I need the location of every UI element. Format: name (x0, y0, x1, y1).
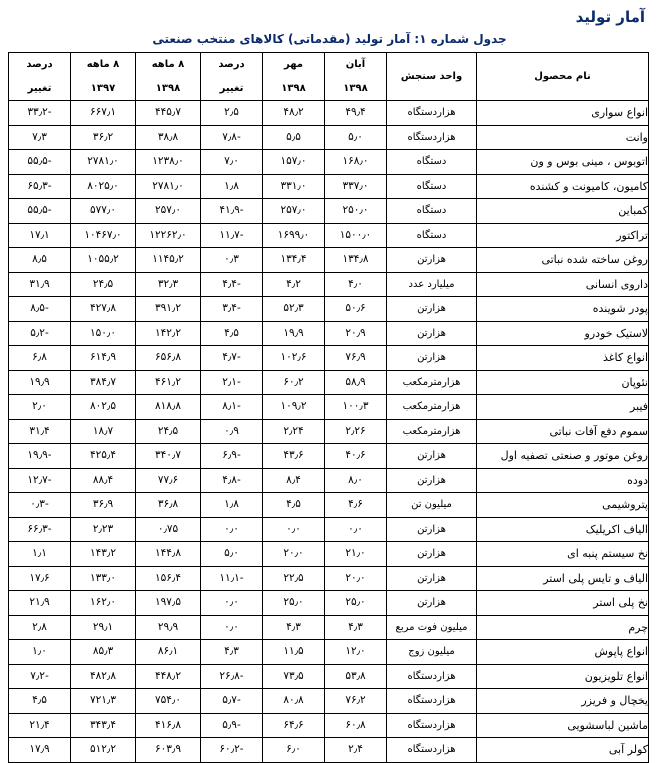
cell-m8_97: ۱۵۰٫۰ (71, 321, 136, 346)
cell-unit: هزارمترمکعب (387, 395, 477, 420)
cell-mehr98: ۷۳٫۵ (263, 664, 325, 689)
cell-m8_97: ۸۸٫۴ (71, 468, 136, 493)
cell-m8_98: ۶۰۳٫۹ (136, 738, 201, 763)
table-row (9, 738, 649, 763)
cell-m8_97: ۱۳۳٫۰ (71, 566, 136, 591)
table-row (9, 101, 649, 126)
cell-m8_97: ۸۰۲۵٫۰ (71, 174, 136, 199)
cell-product-name: الیاف و تایس پلی استر (477, 566, 649, 591)
cell-product-name: پودر شوینده (477, 297, 649, 322)
cell-mehr98: ۴٫۵ (263, 493, 325, 518)
cell-pct2: -۱۹٫۹ (9, 444, 71, 469)
cell-aban98: ۵٫۰ (325, 125, 387, 150)
cell-pct1: ٠٫٠ (201, 615, 263, 640)
cell-pct2: -۵۵٫۵ (9, 199, 71, 224)
cell-pct2: ۴٫۵ (9, 689, 71, 714)
cell-aban98: ۲۵٫۰ (325, 591, 387, 616)
cell-pct2: ۱۷٫۶ (9, 566, 71, 591)
cell-product-name: نخ پلی استر (477, 591, 649, 616)
cell-pct1: -۳٫۴ (201, 297, 263, 322)
cell-pct2: -۵۵٫۵ (9, 150, 71, 175)
cell-m8_97: ۱۴۳٫۲ (71, 542, 136, 567)
cell-m8_97: ۳۴۳٫۴ (71, 713, 136, 738)
cell-pct2: -۳۳٫۲ (9, 101, 71, 126)
cell-m8_98: ۱۴۲٫۲ (136, 321, 201, 346)
cell-pct1: ۴٫۵ (201, 321, 263, 346)
cell-product-name: داروی انسانی (477, 272, 649, 297)
column-header-aban98: آبان ۱۳۹۸ (325, 53, 387, 101)
cell-m8_98: ۱۲۲۶۲٫۰ (136, 223, 201, 248)
cell-aban98: ۴٫۰ (325, 272, 387, 297)
cell-mehr98: ۲۵٫۰ (263, 591, 325, 616)
table-row (9, 517, 649, 542)
cell-mehr98: ۸۰٫۸ (263, 689, 325, 714)
cell-m8_97: ۱۶۲٫۰ (71, 591, 136, 616)
cell-product-name: وانت (477, 125, 649, 150)
cell-product-name: الیاف اکریلیک (477, 517, 649, 542)
cell-pct2: ۲٫۰ (9, 395, 71, 420)
cell-aban98: ۴۹٫۴ (325, 101, 387, 126)
cell-m8_98: ۰٫۷۵ (136, 517, 201, 542)
column-header-8month-97: ۸ ماهه ۱۳۹۷ (71, 53, 136, 101)
cell-pct2: ۳۱٫۹ (9, 272, 71, 297)
cell-pct2: ۳۱٫۴ (9, 419, 71, 444)
cell-m8_97: ۳۶٫۹ (71, 493, 136, 518)
cell-unit: هزارتن (387, 517, 477, 542)
cell-aban98: ۴٫۶ (325, 493, 387, 518)
cell-unit: هزاردستگاه (387, 689, 477, 714)
cell-aban98: ۲۱٫۰ (325, 542, 387, 567)
cell-pct2: ۱٫۰ (9, 640, 71, 665)
cell-pct2: ۱۷٫۹ (9, 738, 71, 763)
cell-aban98: ۱۵۰۰٫۰ (325, 223, 387, 248)
cell-pct1: -۱۱٫۷ (201, 223, 263, 248)
cell-m8_98: ۲۴٫۵ (136, 419, 201, 444)
cell-m8_97: ۶۶۷٫۱ (71, 101, 136, 126)
table-row (9, 297, 649, 322)
cell-aban98: ۷۶٫۹ (325, 346, 387, 371)
cell-unit: هزارمترمکعب (387, 419, 477, 444)
cell-m8_97: ۴۲۷٫۸ (71, 297, 136, 322)
cell-unit: میلیارد عدد (387, 272, 477, 297)
cell-pct1: -۲٫۱ (201, 370, 263, 395)
table-body (9, 101, 649, 763)
cell-mehr98: ۱۵۷٫۰ (263, 150, 325, 175)
cell-aban98: ۲۰٫۹ (325, 321, 387, 346)
cell-unit: هزارمترمکعب (387, 370, 477, 395)
cell-unit: دستگاه (387, 174, 477, 199)
cell-pct1: -۵٫۹ (201, 713, 263, 738)
column-header-8month-98: ۸ ماهه ۱۳۹۸ (136, 53, 201, 101)
cell-pct1: ۷٫۰ (201, 150, 263, 175)
production-statistics-table (8, 52, 649, 763)
column-header-unit: واحد سنجش (387, 53, 477, 101)
table-row (9, 419, 649, 444)
cell-m8_98: ۲۹٫۹ (136, 615, 201, 640)
cell-mehr98: ۲۲٫۵ (263, 566, 325, 591)
cell-m8_97: ۵۷۷٫۰ (71, 199, 136, 224)
cell-mehr98: ۱۳۴٫۴ (263, 248, 325, 273)
cell-pct1: -۶٫۹ (201, 444, 263, 469)
table-row (9, 321, 649, 346)
cell-m8_98: ۸۶٫۱ (136, 640, 201, 665)
cell-pct1: ۴٫۳ (201, 640, 263, 665)
cell-product-name: نئوپان (477, 370, 649, 395)
cell-pct1: -۲۶٫۸ (201, 664, 263, 689)
cell-pct1: -۴٫۸ (201, 468, 263, 493)
cell-aban98: ۱۳۴٫۸ (325, 248, 387, 273)
cell-mehr98: ۵۲٫۳ (263, 297, 325, 322)
cell-aban98: ۱۶۸٫۰ (325, 150, 387, 175)
cell-product-name: ماشین لباسشویی (477, 713, 649, 738)
cell-unit: هزاردستگاه (387, 125, 477, 150)
table-row (9, 493, 649, 518)
cell-pct2: ۲۱٫۴ (9, 713, 71, 738)
table-row (9, 125, 649, 150)
cell-unit: هزارتن (387, 346, 477, 371)
cell-pct1: -۴۱٫۹ (201, 199, 263, 224)
cell-m8_97: ۳۸۴٫۷ (71, 370, 136, 395)
cell-aban98: ۱۲٫۰ (325, 640, 387, 665)
cell-aban98: ۵۳٫۸ (325, 664, 387, 689)
column-header-percent-change-1: درصد تغییر (201, 53, 263, 101)
column-header-name: نام محصول (477, 53, 649, 101)
cell-m8_97: ۸۵٫۳ (71, 640, 136, 665)
table-row (9, 689, 649, 714)
cell-m8_97: ۴۲۵٫۴ (71, 444, 136, 469)
cell-mehr98: ۶۰٫۲ (263, 370, 325, 395)
cell-aban98: ۴٫۳ (325, 615, 387, 640)
table-row (9, 395, 649, 420)
cell-pct1: -۴٫۷ (201, 346, 263, 371)
cell-m8_98: ۲۵۷٫۰ (136, 199, 201, 224)
cell-unit: میلیون تن (387, 493, 477, 518)
cell-product-name: لاستیک خودرو (477, 321, 649, 346)
cell-product-name: روغن ساخته شده نباتی (477, 248, 649, 273)
cell-m8_97: ۱۸٫۷ (71, 419, 136, 444)
cell-m8_98: ۱۲۳۸٫۰ (136, 150, 201, 175)
column-header-percent-change-2: درصد تغییر (9, 53, 71, 101)
cell-m8_97: ۲۹٫۱ (71, 615, 136, 640)
page-title: آمار تولید (575, 8, 645, 26)
cell-m8_98: ۴۴۸٫۲ (136, 664, 201, 689)
table-row (9, 664, 649, 689)
cell-mehr98: ۱۰۲٫۶ (263, 346, 325, 371)
cell-unit: هزارتن (387, 321, 477, 346)
cell-pct2: ۲۱٫۹ (9, 591, 71, 616)
table-row (9, 468, 649, 493)
cell-m8_98: ۳۶٫۸ (136, 493, 201, 518)
cell-m8_97: ۶۱۴٫۹ (71, 346, 136, 371)
cell-m8_97: ۲٫۲۳ (71, 517, 136, 542)
cell-unit: هزارتن (387, 248, 477, 273)
cell-m8_98: ۲۷۸۱٫۰ (136, 174, 201, 199)
cell-unit: دستگاه (387, 150, 477, 175)
cell-product-name: چرم (477, 615, 649, 640)
cell-pct1: ۲٫۵ (201, 101, 263, 126)
cell-unit: هزارتن (387, 542, 477, 567)
cell-m8_97: ۷۲۱٫۳ (71, 689, 136, 714)
cell-m8_97: ۳۶٫۲ (71, 125, 136, 150)
cell-m8_97: ۱۰۵۵٫۲ (71, 248, 136, 273)
cell-product-name: یخچال و فریزر (477, 689, 649, 714)
cell-pct1: -۴٫۴ (201, 272, 263, 297)
cell-pct1: ۱٫۸ (201, 174, 263, 199)
cell-mehr98: ۲٫۲۴ (263, 419, 325, 444)
cell-pct1: -۶۰٫۲ (201, 738, 263, 763)
cell-pct2: -۵٫۲ (9, 321, 71, 346)
cell-product-name: تراکتور (477, 223, 649, 248)
cell-unit: دستگاه (387, 199, 477, 224)
header-row (9, 53, 649, 101)
table-row (9, 444, 649, 469)
cell-mehr98: ۶٫۰ (263, 738, 325, 763)
cell-mehr98: ۴۸٫۲ (263, 101, 325, 126)
cell-pct2: -۰٫۳ (9, 493, 71, 518)
table-header (9, 53, 649, 101)
cell-mehr98: ۴٫۲ (263, 272, 325, 297)
cell-pct2: ۷٫۳ (9, 125, 71, 150)
cell-product-name: سموم دفع آفات نباتی (477, 419, 649, 444)
table-row (9, 248, 649, 273)
cell-m8_98: ۳۸٫۸ (136, 125, 201, 150)
cell-m8_98: ۴۱۶٫۸ (136, 713, 201, 738)
table-row (9, 640, 649, 665)
cell-pct2: -۶۶٫۳ (9, 517, 71, 542)
table-row (9, 174, 649, 199)
cell-pct2: ۲٫۸ (9, 615, 71, 640)
cell-product-name: فیبر (477, 395, 649, 420)
table-row (9, 370, 649, 395)
cell-m8_98: ۷۷٫۶ (136, 468, 201, 493)
cell-mehr98: ۱۹٫۹ (263, 321, 325, 346)
cell-pct1: ۰٫۳ (201, 248, 263, 273)
cell-mehr98: ۸٫۴ (263, 468, 325, 493)
cell-unit: میلیون فوت مربع (387, 615, 477, 640)
cell-product-name: پتروشیمی (477, 493, 649, 518)
cell-m8_98: ۶۵۶٫۸ (136, 346, 201, 371)
cell-unit: هزاردستگاه (387, 664, 477, 689)
cell-m8_97: ۲۷۸۱٫۰ (71, 150, 136, 175)
cell-aban98: ۲۰٫۰ (325, 566, 387, 591)
cell-pct1: ٠٫٠ (201, 591, 263, 616)
cell-product-name: روغن موتور و صنعتی تصفیه اول (477, 444, 649, 469)
cell-m8_98: ۱۹۷٫۵ (136, 591, 201, 616)
cell-aban98: ۲۵۰٫۰ (325, 199, 387, 224)
cell-pct2: -۷٫۲ (9, 664, 71, 689)
cell-product-name: انواع پاپوش (477, 640, 649, 665)
cell-m8_98: ۴۴۵٫۷ (136, 101, 201, 126)
table-row (9, 615, 649, 640)
cell-aban98: ۱۰۰٫۳ (325, 395, 387, 420)
cell-aban98: ۴۰٫۶ (325, 444, 387, 469)
cell-unit: هزاردستگاه (387, 101, 477, 126)
cell-pct2: -۱۲٫۷ (9, 468, 71, 493)
cell-mehr98: ۱۱٫۵ (263, 640, 325, 665)
cell-pct2: ۸٫۵ (9, 248, 71, 273)
cell-mehr98: ۶۴٫۶ (263, 713, 325, 738)
table-row (9, 713, 649, 738)
table-caption: جدول شماره ۱: آمار تولید (مقدماتی) کالاهای منتخب صنعتی (152, 32, 507, 46)
cell-product-name: کولر آبی (477, 738, 649, 763)
cell-pct1: ۱٫۸ (201, 493, 263, 518)
cell-m8_98: ۳۹۱٫۲ (136, 297, 201, 322)
cell-m8_97: ۲۴٫۵ (71, 272, 136, 297)
cell-m8_97: ۸۰۲٫۵ (71, 395, 136, 420)
cell-aban98: ۳۳۷٫۰ (325, 174, 387, 199)
cell-product-name: انواع تلویزیون (477, 664, 649, 689)
cell-mehr98: ۱۶۹۹٫۰ (263, 223, 325, 248)
cell-product-name: کمباین (477, 199, 649, 224)
table-row (9, 346, 649, 371)
cell-m8_98: ۷۵۴٫۰ (136, 689, 201, 714)
cell-mehr98: ۰٫۰ (263, 517, 325, 542)
cell-m8_98: ۳۴۰٫۷ (136, 444, 201, 469)
cell-m8_98: ۱۵۶٫۴ (136, 566, 201, 591)
cell-aban98: ۵۰٫۶ (325, 297, 387, 322)
cell-mehr98: ۳۳۱٫۰ (263, 174, 325, 199)
cell-aban98: ۲٫۲۶ (325, 419, 387, 444)
table-row (9, 150, 649, 175)
cell-aban98: ۶۰٫۸ (325, 713, 387, 738)
cell-aban98: ۰٫۰ (325, 517, 387, 542)
cell-unit: دستگاه (387, 223, 477, 248)
cell-mehr98: ۴٫۳ (263, 615, 325, 640)
cell-mehr98: ۲۰٫۰ (263, 542, 325, 567)
cell-pct2: -۸٫۵ (9, 297, 71, 322)
cell-product-name: انواع سواری (477, 101, 649, 126)
cell-pct1: ٠٫٠ (201, 517, 263, 542)
cell-aban98: ۷۶٫۲ (325, 689, 387, 714)
cell-pct2: ۱٫۱ (9, 542, 71, 567)
cell-pct1: ۰٫۹ (201, 419, 263, 444)
cell-pct1: -۵٫۷ (201, 689, 263, 714)
cell-pct1: -۱۱٫۱ (201, 566, 263, 591)
cell-unit: هزارتن (387, 566, 477, 591)
cell-aban98: ۲٫۴ (325, 738, 387, 763)
table-row (9, 199, 649, 224)
cell-m8_97: ۴۸۲٫۸ (71, 664, 136, 689)
cell-product-name: اتوبوس ، مینی بوس و ون (477, 150, 649, 175)
cell-m8_97: ۱۰۴۶۷٫۰ (71, 223, 136, 248)
cell-pct2: -۶۵٫۳ (9, 174, 71, 199)
cell-m8_98: ۳۲٫۳ (136, 272, 201, 297)
cell-m8_98: ۸۱۸٫۸ (136, 395, 201, 420)
cell-product-name: نخ سیستم پنبه ای (477, 542, 649, 567)
table-row (9, 566, 649, 591)
cell-unit: میلیون زوج (387, 640, 477, 665)
cell-aban98: ۵۸٫۹ (325, 370, 387, 395)
cell-pct2: ۱۷٫۱ (9, 223, 71, 248)
table-row (9, 591, 649, 616)
cell-pct2: ۱۹٫۹ (9, 370, 71, 395)
cell-m8_98: ۴۶۱٫۲ (136, 370, 201, 395)
cell-product-name: انواع کاغذ (477, 346, 649, 371)
table-row (9, 272, 649, 297)
cell-pct2: ۶٫۸ (9, 346, 71, 371)
cell-aban98: ۸٫۰ (325, 468, 387, 493)
cell-pct1: ۵٫۰ (201, 542, 263, 567)
cell-pct1: -۷٫۸ (201, 125, 263, 150)
cell-unit: هزارتن (387, 468, 477, 493)
cell-m8_97: ۵۱۲٫۲ (71, 738, 136, 763)
cell-product-name: کامیون، کامیونت و کشنده (477, 174, 649, 199)
cell-unit: هزارتن (387, 591, 477, 616)
table-row (9, 542, 649, 567)
column-header-mehr98: مهر ۱۳۹۸ (263, 53, 325, 101)
cell-mehr98: ۲۵۷٫۰ (263, 199, 325, 224)
cell-pct1: -۸٫۱ (201, 395, 263, 420)
cell-m8_98: ۱۴۴٫۸ (136, 542, 201, 567)
cell-mehr98: ۵٫۵ (263, 125, 325, 150)
cell-unit: هزاردستگاه (387, 713, 477, 738)
cell-unit: هزاردستگاه (387, 738, 477, 763)
cell-m8_98: ۱۱۴۵٫۲ (136, 248, 201, 273)
cell-mehr98: ۱۰۹٫۲ (263, 395, 325, 420)
cell-unit: هزارتن (387, 444, 477, 469)
cell-product-name: دوده (477, 468, 649, 493)
table-row (9, 223, 649, 248)
cell-unit: هزارتن (387, 297, 477, 322)
cell-mehr98: ۴۳٫۶ (263, 444, 325, 469)
